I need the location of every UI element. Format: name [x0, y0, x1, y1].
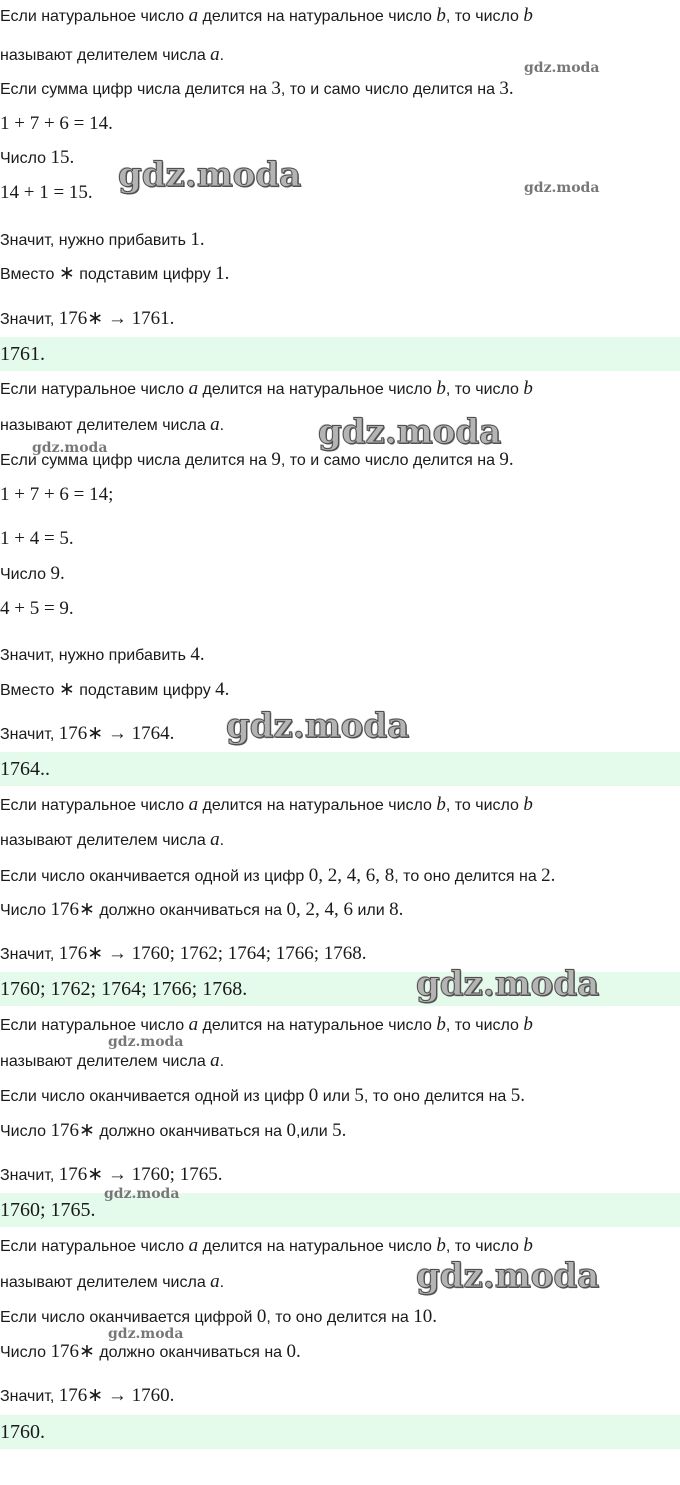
math-variable: a — [188, 5, 199, 26]
solution-line — [0, 943, 367, 966]
solution-line — [0, 1385, 174, 1408]
line-text: делится на натуральное число — [198, 8, 437, 25]
math-expression: 176∗ — [50, 1341, 95, 1362]
solution-line — [0, 5, 533, 28]
watermark-logo: gdz.moda — [524, 60, 600, 76]
math-expression: 176∗ → 1761. — [58, 308, 175, 329]
solution-line — [0, 1235, 533, 1258]
math-expression: 176∗ — [50, 1120, 95, 1141]
line-text: Число — [0, 566, 51, 583]
watermark-logo: gdz.moda — [104, 1186, 180, 1202]
line-text: делится на натуральное число — [198, 381, 437, 398]
math-expression: 5. — [510, 1085, 526, 1106]
line-text: Вместо — [0, 266, 59, 283]
line-text: . — [219, 1274, 225, 1291]
math-expression: 8. — [389, 899, 404, 920]
watermark-logo: gdz.moda — [108, 1326, 184, 1342]
line-text: или — [353, 902, 390, 919]
line-text: , то и само число делится на — [280, 81, 500, 98]
line-text: , то число — [445, 1238, 524, 1255]
solution-line — [0, 829, 224, 852]
solution-line — [0, 78, 514, 101]
answer-bar: 1761. — [0, 337, 680, 371]
solution-line — [0, 263, 229, 286]
watermark-logo: gdz.moda — [226, 706, 410, 746]
line-text: должно оканчиваться на — [94, 1344, 287, 1361]
math-expression: 4. — [190, 644, 205, 665]
line-text: Если натуральное число — [0, 797, 189, 814]
math-expression: 5. — [332, 1120, 347, 1141]
line-text: Значит, — [0, 1167, 59, 1184]
math-expression: 0 — [286, 1120, 297, 1141]
line-text: Число — [0, 150, 51, 167]
line-text: Если число оканчивается одной из цифр — [0, 1088, 309, 1105]
line-text: Вместо — [0, 682, 59, 699]
math-expression: 0 — [256, 1306, 267, 1327]
math-expression: 176∗ — [50, 899, 95, 920]
line-text: Если натуральное число — [0, 1238, 189, 1255]
watermark-logo: gdz.moda — [524, 180, 600, 196]
line-text: . — [219, 47, 225, 64]
answer-bar: 1764.. — [0, 752, 680, 786]
math-variable: a — [210, 829, 220, 850]
solution-line — [0, 44, 224, 67]
math-expression: 9. — [499, 449, 514, 470]
solution-line — [0, 1306, 437, 1329]
math-expression: 4 + 5 = 9. — [0, 598, 74, 619]
math-variable: b — [523, 1235, 533, 1256]
watermark-logo: gdz.moda — [108, 1034, 184, 1050]
math-expression: 176∗ → 1760; 1762; 1764; 1766; 1768. — [58, 943, 367, 964]
line-text: делится на натуральное число — [198, 797, 437, 814]
math-expression: 15. — [50, 147, 75, 168]
line-text: Если натуральное число — [0, 381, 189, 398]
line-text: , то число — [445, 797, 524, 814]
line-text: . — [219, 1053, 225, 1070]
math-variable: b — [436, 1235, 446, 1256]
math-variable: a — [188, 794, 199, 815]
line-text: Значит, — [0, 946, 59, 963]
math-variable: a — [188, 1014, 199, 1035]
solution-line — [0, 378, 533, 401]
math-variable: b — [436, 5, 446, 26]
line-text: Число — [0, 1123, 51, 1140]
math-expression: 1 + 4 = 5. — [0, 528, 74, 549]
line-text: подставим цифру — [74, 266, 216, 283]
math-expression: 0, 2, 4, 6 — [286, 899, 354, 920]
solution-line — [0, 1271, 224, 1294]
line-text: , то число — [445, 381, 524, 398]
solution-line — [0, 598, 74, 621]
solution-line — [0, 1085, 525, 1108]
math-variable: a — [210, 414, 220, 435]
line-text: , то оно делится на — [266, 1309, 414, 1326]
math-expression: 1. — [215, 263, 230, 284]
line-text: или — [318, 1088, 355, 1105]
math-expression: 176∗ → 1764. — [58, 723, 175, 744]
math-variable: b — [523, 378, 533, 399]
line-text: Если число оканчивается цифрой — [0, 1309, 257, 1326]
math-expression: 0 — [308, 1085, 319, 1106]
math-variable: b — [436, 1014, 446, 1035]
math-variable: b — [436, 378, 446, 399]
math-expression: 5 — [354, 1085, 364, 1106]
math-variable: a — [188, 378, 199, 399]
line-text: Значит, нужно прибавить — [0, 232, 191, 249]
math-expression: 9. — [50, 563, 65, 584]
line-text: . — [219, 417, 225, 434]
solution-line — [0, 1164, 222, 1187]
math-expression: 14 + 1 = 15. — [0, 182, 93, 203]
math-variable: a — [188, 1235, 199, 1256]
math-variable: a — [210, 1271, 220, 1292]
math-expression: ∗ — [58, 679, 75, 700]
line-text: делится на натуральное число — [198, 1017, 437, 1034]
solution-line — [0, 147, 74, 170]
math-variable: b — [523, 5, 533, 26]
math-expression: 3 — [271, 78, 281, 99]
math-expression: ∗ — [58, 263, 75, 284]
line-text: Если сумма цифр числа делится на — [0, 452, 272, 469]
line-text: Значит, — [0, 726, 59, 743]
line-text: Значит, — [0, 1388, 59, 1405]
solution-line — [0, 1341, 301, 1364]
math-expression: 2. — [541, 865, 556, 886]
solution-line — [0, 308, 174, 331]
solution-line — [0, 113, 113, 136]
solution-line — [0, 229, 205, 252]
line-text: , то и само число делится на — [280, 452, 500, 469]
math-expression: 0, 2, 4, 6, 8 — [308, 865, 395, 886]
line-text: , то оно делится на — [394, 868, 542, 885]
line-text: должно оканчиваться на — [94, 902, 287, 919]
watermark-logo: gdz.moda — [416, 1256, 600, 1296]
watermark-logo: gdz.moda — [416, 964, 600, 1004]
answer-bar: 1760; 1765. — [0, 1193, 680, 1227]
solution-line — [0, 484, 113, 507]
solution-line — [0, 414, 224, 437]
solution-line — [0, 1120, 346, 1143]
solution-line — [0, 899, 403, 922]
line-text: , то число — [445, 8, 524, 25]
line-text: должно оканчиваться на — [94, 1123, 287, 1140]
line-text: называют делителем числа — [0, 417, 211, 434]
solution-line — [0, 644, 205, 667]
line-text: Число — [0, 902, 51, 919]
math-expression: 10. — [413, 1306, 438, 1327]
solution-line — [0, 723, 174, 746]
line-text: Если натуральное число — [0, 1017, 189, 1034]
solution-line — [0, 182, 93, 205]
solution-line — [0, 865, 555, 888]
solution-line — [0, 679, 229, 702]
line-text: Значит, — [0, 311, 59, 328]
line-text: подставим цифру — [74, 682, 216, 699]
line-text: . — [219, 832, 225, 849]
line-text: называют делителем числа — [0, 1053, 211, 1070]
line-text: , то число — [445, 1017, 524, 1034]
line-text: ,или — [296, 1123, 333, 1140]
line-text: называют делителем числа — [0, 1274, 211, 1291]
math-expression: 176∗ → 1760. — [58, 1385, 175, 1406]
line-text: , то оно делится на — [363, 1088, 511, 1105]
watermark-logo: gdz.moda — [32, 440, 108, 456]
solution-line — [0, 528, 74, 551]
math-expression: 1. — [190, 229, 205, 250]
solution-line — [0, 563, 65, 586]
math-variable: b — [436, 794, 446, 815]
math-expression: 0. — [286, 1341, 301, 1362]
math-expression: 1 + 7 + 6 = 14; — [0, 484, 114, 505]
solution-line — [0, 1050, 224, 1073]
line-text: Если сумма цифр числа делится на — [0, 81, 272, 98]
math-variable: b — [523, 794, 533, 815]
math-variable: a — [210, 44, 220, 65]
line-text: Значит, нужно прибавить — [0, 647, 191, 664]
line-text: называют делителем числа — [0, 832, 211, 849]
math-expression: 1 + 7 + 6 = 14. — [0, 113, 113, 134]
line-text: Если число оканчивается одной из цифр — [0, 868, 309, 885]
math-expression: 176∗ → 1760; 1765. — [58, 1164, 223, 1185]
answer-bar: 1760; 1762; 1764; 1766; 1768. — [0, 972, 680, 1006]
line-text: называют делителем числа — [0, 47, 211, 64]
answer-bar: 1760. — [0, 1415, 680, 1449]
math-expression: 4. — [215, 679, 230, 700]
watermark-logo: gdz.moda — [118, 155, 302, 195]
math-expression: 3. — [499, 78, 514, 99]
solution-line — [0, 1014, 533, 1037]
line-text: Число — [0, 1344, 51, 1361]
math-variable: b — [523, 1014, 533, 1035]
line-text: Если натуральное число — [0, 8, 189, 25]
line-text: делится на натуральное число — [198, 1238, 437, 1255]
math-expression: 9 — [271, 449, 281, 470]
watermark-logo: gdz.moda — [318, 412, 502, 452]
solution-line — [0, 794, 533, 817]
math-variable: a — [210, 1050, 220, 1071]
